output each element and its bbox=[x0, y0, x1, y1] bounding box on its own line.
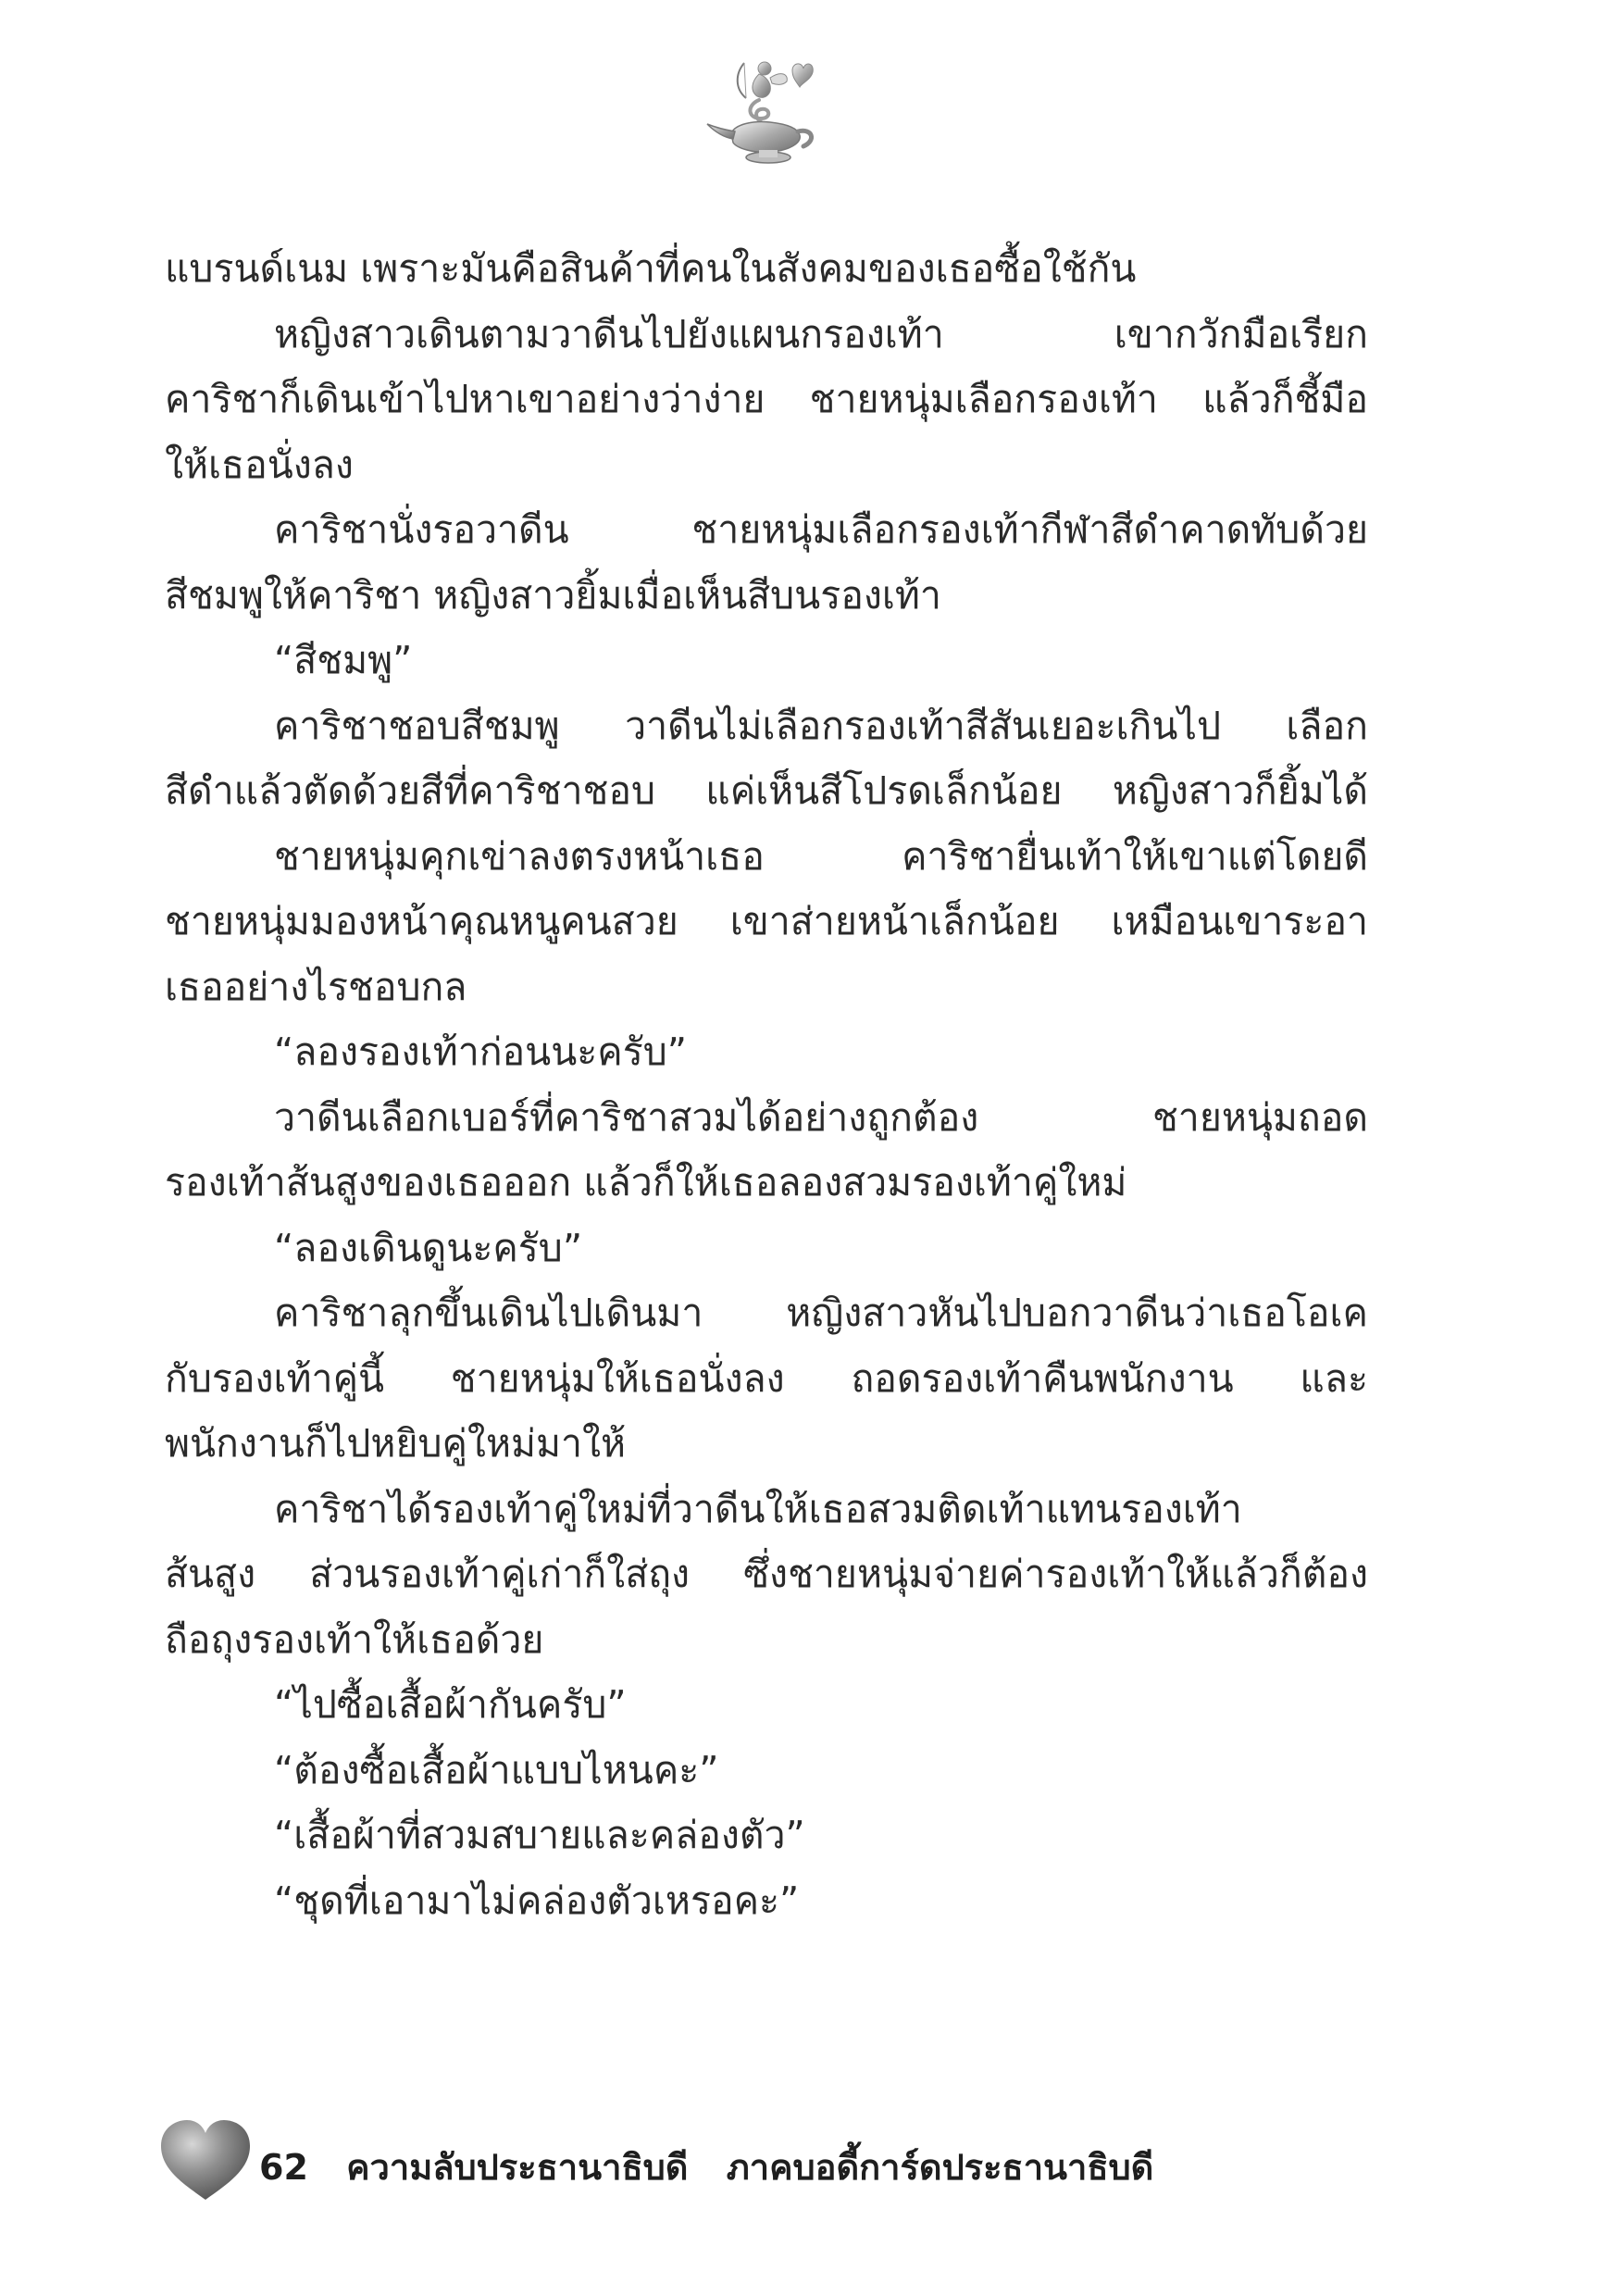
text-line: คาริชาชอบสีชมพู วาดีนไม่เลือกรองเท้าสีสันเยอะเกินไป เลือก bbox=[274, 703, 1368, 748]
text-line: ให้เธอนั่งลง bbox=[165, 442, 354, 487]
book-subtitle: ภาคบอดี้การ์ดประธานาธิบดี bbox=[726, 2147, 1154, 2188]
text-line: หญิงสาวเดินตามวาดีนไปยังแผนกรองเท้า เขากวักมือเรียก bbox=[274, 311, 1368, 356]
text-line: ถือถุงรองเท้าให้เธอด้วย bbox=[165, 1616, 544, 1662]
text-line: ชายหนุ่มคุกเข่าลงตรงหน้าเธอ คาริชายื่นเท้าให้เขาแต่โดยดี bbox=[274, 833, 1368, 879]
text-line: “ลองเดินดูนะครับ” bbox=[274, 1225, 583, 1270]
text-line: วาดีนเลือกเบอร์ที่คาริชาสวมได้อย่างถูกต้อง ชายหนุ่มถอด bbox=[274, 1094, 1368, 1140]
body-text bbox=[165, 236, 1368, 1933]
book-title: ความลับประธานาธิบดี bbox=[346, 2147, 689, 2188]
genie-lamp-cupid-icon bbox=[703, 54, 822, 168]
text-line: ส้นสูง ส่วนรองเท้าคู่เก่าก็ใส่ถุง ซึ่งชายหนุ่มจ่ายค่ารองเท้าให้แล้วก็ต้อง bbox=[165, 1552, 1368, 1596]
text-line: แบรนด์เนม เพราะมันคือสินค้าที่คนในสังคมของเธอซื้อใช้กัน bbox=[165, 246, 1137, 291]
text-line: “เสื้อผ้าที่สวมสบายและคล่องตัว” bbox=[274, 1813, 805, 1857]
text-line: “ต้องซื้อเสื้อผ้าแบบไหนคะ” bbox=[274, 1747, 719, 1792]
text-line: กับรองเท้าคู่นี้ ชายหนุ่มให้เธอนั่งลง ถอดรองเท้าคืนพนักงาน และ bbox=[165, 1355, 1368, 1401]
footer-text bbox=[259, 2139, 1153, 2195]
text-line: เธออย่างไรชอบกล bbox=[165, 964, 467, 1009]
text-line: ชายหนุ่มมองหน้าคุณหนูคนสวย เขาส่ายหน้าเล็กน้อย เหมือนเขาระอา bbox=[165, 899, 1368, 943]
text-line: รองเท้าส้นสูงของเธอออก แล้วก็ให้เธอลองสวมรองเท้าคู่ใหม่ bbox=[165, 1160, 1127, 1204]
text-line: คาริชาก็เดินเข้าไปหาเขาอย่างว่าง่าย ชายหนุ่มเลือกรองเท้า แล้วก็ชี้มือ bbox=[165, 377, 1368, 421]
text-line: “สีชมพู” bbox=[274, 638, 413, 682]
heart-icon bbox=[157, 2116, 254, 2203]
text-line: “ไปซื้อเสื้อผ้ากันครับ” bbox=[274, 1682, 627, 1727]
text-line: พนักงานก็ไปหยิบคู่ใหม่มาให้ bbox=[165, 1421, 627, 1466]
text-line: คาริชาได้รองเท้าคู่ใหม่ที่วาดีนให้เธอสวมติดเท้าแทนรองเท้า bbox=[274, 1486, 1242, 1531]
text-line: สีดำแล้วตัดด้วยสีที่คาริชาชอบ แค่เห็นสีโปรดเล็กน้อย หญิงสาวก็ยิ้มได้ bbox=[165, 768, 1368, 813]
text-line: คาริชาลุกขึ้นเดินไปเดินมา หญิงสาวหันไปบอกวาดีนว่าเธอโอเค bbox=[274, 1291, 1368, 1335]
text-line: “ชุดที่เอามาไม่คล่องตัวเหรอคะ” bbox=[274, 1878, 800, 1923]
text-line: สีชมพูให้คาริชา หญิงสาวยิ้มเมื่อเห็นสีบนรองเท้า bbox=[165, 572, 941, 618]
page-number: 62 bbox=[259, 2147, 308, 2188]
text-line: “ลองรองเท้าก่อนนะครับ” bbox=[274, 1029, 687, 1074]
page-footer bbox=[157, 2113, 1361, 2215]
text-line: คาริชานั่งรอวาดีน ชายหนุ่มเลือกรองเท้ากีฬาสีดำคาดทับด้วย bbox=[274, 507, 1368, 552]
